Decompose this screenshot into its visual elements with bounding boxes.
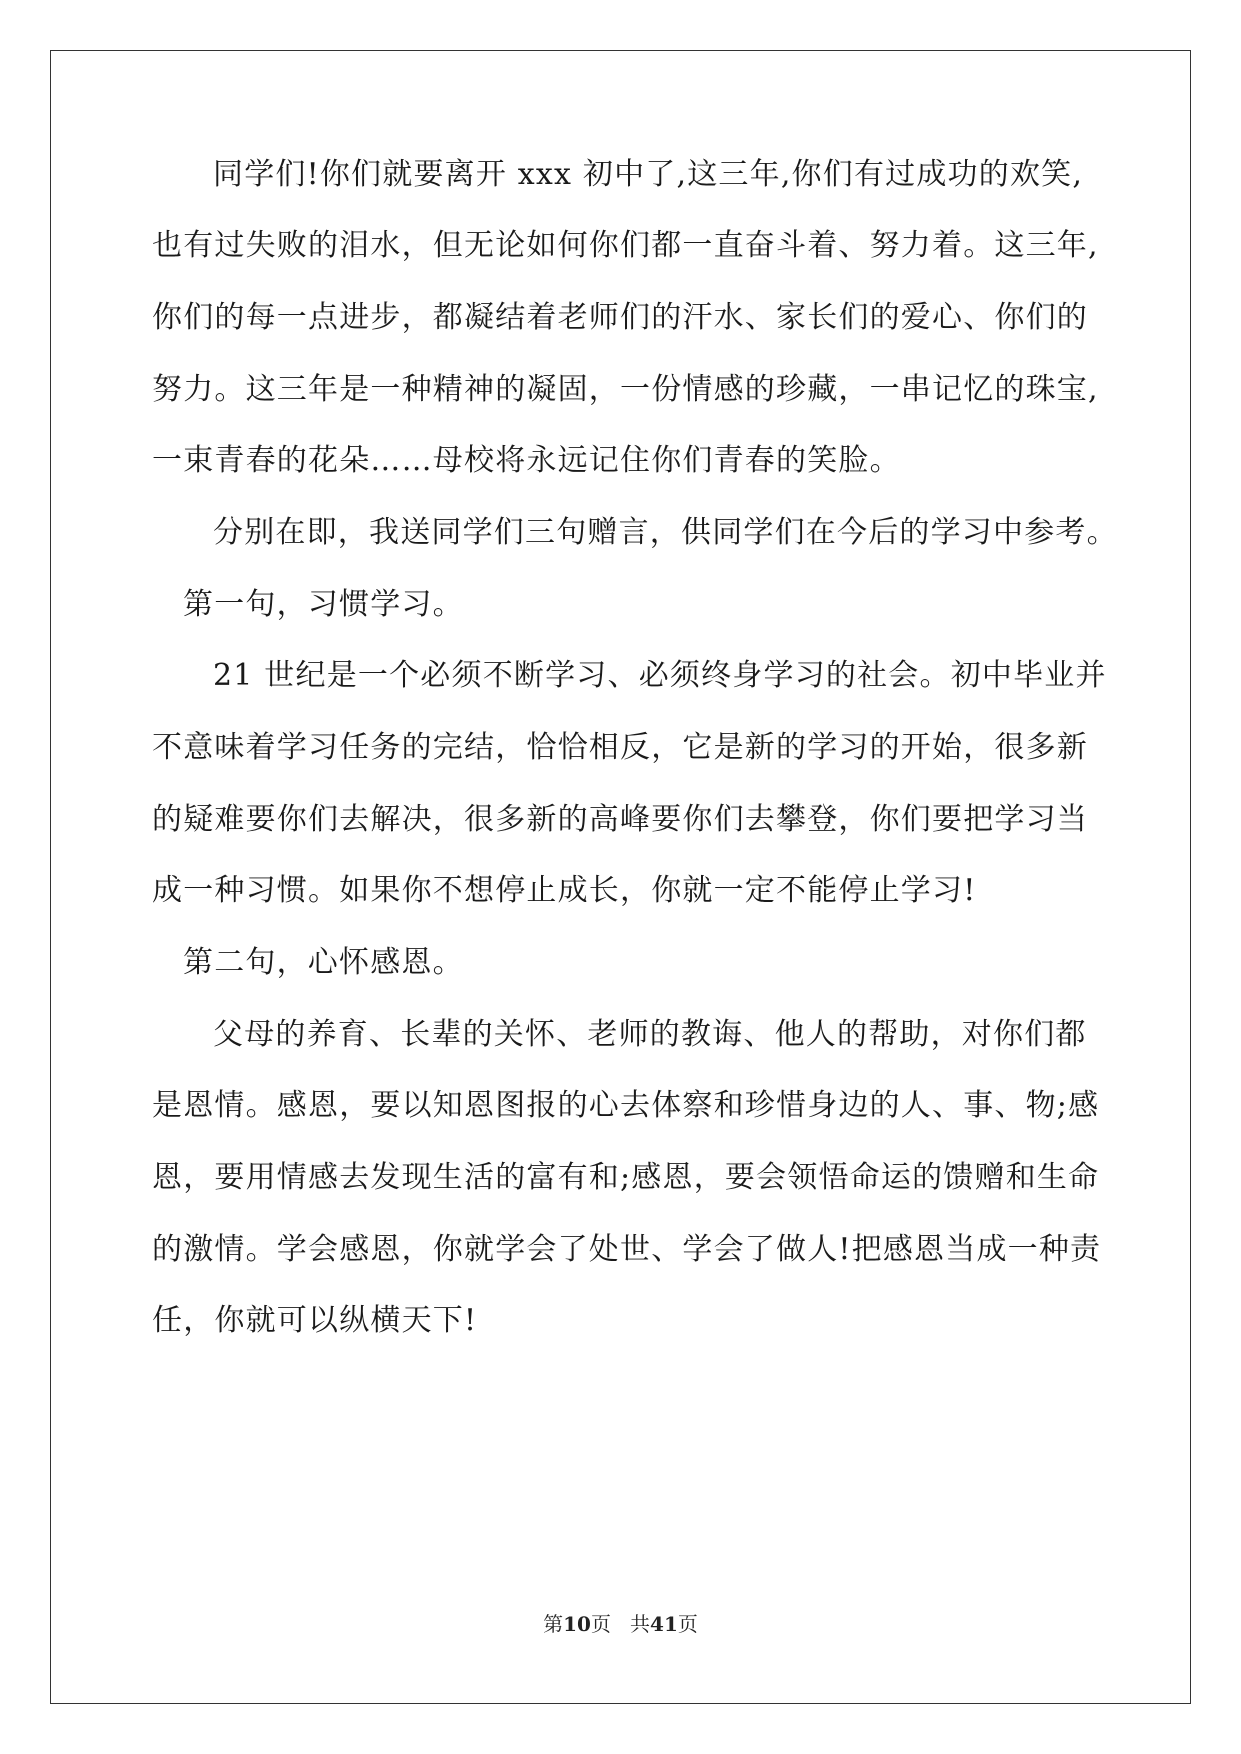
paragraph-4-line-4: 的激情。学会感恩，你就学会了处世、学会了做人!把感恩当成一种责	[152, 1232, 1102, 1267]
page-suffix: 页	[590, 1612, 611, 1636]
paragraph-4-line-1: 父母的养育、长辈的关怀、老师的教诲、他人的帮助，对你们都	[213, 1017, 1087, 1052]
total-prefix: 共	[630, 1612, 651, 1636]
paragraph-3-line-2: 不意味着学习任务的完结，恰恰相反，它是新的学习的开始，很多新	[152, 730, 1088, 765]
paragraph-3-line-1: 21 世纪是一个必须不断学习、必须终身学习的社会。初中毕业并	[213, 658, 1107, 693]
paragraph-1-line-1: 同学们!你们就要离开 xxx 初中了,这三年,你们有过成功的欢笑,	[213, 157, 1084, 192]
page-number: 10	[563, 1612, 591, 1636]
paragraph-3-line-3: 的疑难要你们去解决，很多新的高峰要你们去攀登，你们要把学习当	[152, 802, 1088, 837]
page-prefix: 第	[543, 1612, 564, 1636]
paragraph-2-line-1: 分别在即，我送同学们三句赠言，供同学们在今后的学习中参考。	[213, 515, 1118, 550]
section-heading-1: 第一句，习惯学习。	[183, 587, 464, 622]
paragraph-1-line-5: 一束青春的花朵……母校将永远记住你们青春的笑脸。	[152, 443, 901, 478]
paragraph-4-line-2: 是恩情。感恩，要以知恩图报的心去体察和珍惜身边的人、事、物;感	[152, 1088, 1100, 1123]
paragraph-4-line-3: 恩，要用情感去发现生活的富有和;感恩，要会领悟命运的馈赠和生命	[152, 1160, 1100, 1195]
section-heading-2: 第二句，心怀感恩。	[183, 945, 464, 980]
total-pages: 41	[650, 1612, 678, 1636]
paragraph-1-line-4: 努力。这三年是一种精神的凝固，一份情感的珍藏，一串记忆的珠宝,	[152, 372, 1099, 407]
paragraph-1-line-2: 也有过失败的泪水，但无论如何你们都一直奋斗着、努力着。这三年,	[152, 228, 1099, 263]
paragraph-1-line-3: 你们的每一点进步，都凝结着老师们的汗水、家长们的爱心、你们的	[152, 300, 1088, 335]
total-suffix: 页	[677, 1612, 698, 1636]
paragraph-3-line-4: 成一种习惯。如果你不想停止成长，你就一定不能停止学习!	[152, 873, 977, 908]
page-footer	[0, 1612, 1241, 1636]
paragraph-4-line-5: 任，你就可以纵横天下!	[152, 1303, 478, 1338]
